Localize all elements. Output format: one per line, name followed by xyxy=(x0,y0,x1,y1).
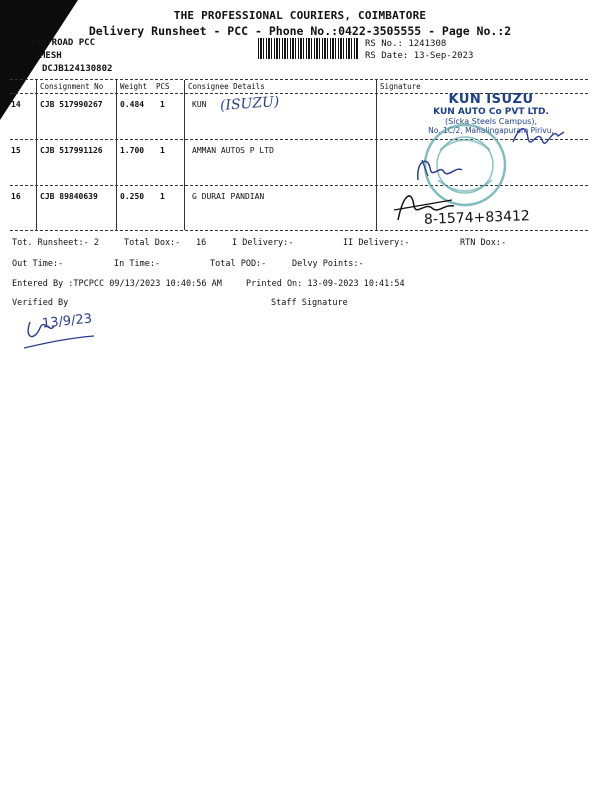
stamp-campus: (Sicka Steels Campus), xyxy=(444,117,537,126)
column-divider xyxy=(376,80,377,230)
verified-by-label: Verified By xyxy=(12,298,69,308)
col-header-signature: Signature xyxy=(380,82,421,91)
handwritten-phone-number: 8-1574+83412 xyxy=(423,208,531,228)
staff-name: MESH xyxy=(40,51,62,61)
pcs-value: 1 xyxy=(160,100,165,109)
consignee-name: KUN xyxy=(192,100,207,109)
column-divider xyxy=(116,80,117,230)
receiver-signature-icon xyxy=(508,120,568,150)
runsheet-meta-left xyxy=(24,37,112,76)
table-top-rule xyxy=(10,79,588,80)
in-time: In Time:- xyxy=(114,259,161,269)
branch-name: AVN ROAD PCC xyxy=(30,38,96,48)
consignee-name: AMMAN AUTOS P LTD xyxy=(192,146,274,155)
runsheet-code: DCJB124130802 xyxy=(42,64,113,74)
pcs-value: 1 xyxy=(160,192,165,201)
out-time: Out Time:- xyxy=(12,259,64,269)
handwritten-isuzu-note: (ISUZU) xyxy=(219,93,280,115)
rs-number: RS No.: 1241308 xyxy=(365,39,447,49)
runsheet-barcode xyxy=(258,38,358,59)
weight-value: 0.250 xyxy=(120,192,145,201)
rtn-dox: RTN Dox:- xyxy=(460,238,507,248)
staff-signature-label: Staff Signature xyxy=(271,298,348,308)
printed-on: Printed On: 13-09-2023 10:41:54 xyxy=(246,279,405,289)
i-delivery: I Delivery:- xyxy=(232,238,294,248)
pcs-value: 1 xyxy=(160,146,165,155)
consignee-name: G DURAI PANDIAN xyxy=(192,192,265,201)
total-runsheet: Tot. Runsheet:- 2 xyxy=(12,238,99,248)
consignment-number: CJB 517990267 xyxy=(40,100,103,109)
stamp-road: No. 1C/2, Mahalingapuram Pirivu, xyxy=(428,126,554,135)
stamp-company: KUN ISUZU xyxy=(448,92,534,107)
company-name: THE PROFESSIONAL COURIERS, COIMBATORE xyxy=(173,9,427,22)
runsheet-meta-right xyxy=(365,38,473,62)
receiver-signature-icon xyxy=(410,150,470,190)
col-header-weight: Weight xyxy=(120,82,148,91)
column-divider xyxy=(184,80,185,230)
delivery-points: Delvy Points:- xyxy=(292,259,364,269)
row-serial: 16 xyxy=(11,192,21,201)
weight-value: 0.484 xyxy=(120,100,145,109)
entered-by: Entered By :TPCPCC 09/13/2023 10:40:56 AM xyxy=(12,279,222,289)
row-serial: 14 xyxy=(11,100,21,109)
total-dox-value: 16 xyxy=(196,238,207,248)
col-header-consignee: Consignee Details xyxy=(188,82,265,91)
table-bottom-rule xyxy=(10,230,588,231)
consignment-number: CJB 517991126 xyxy=(40,146,103,155)
weight-value: 1.700 xyxy=(120,146,145,155)
ii-delivery: II Delivery:- xyxy=(343,238,410,248)
document-header xyxy=(0,9,600,38)
row-serial: 15 xyxy=(11,146,21,155)
consignment-number: CJB 89840639 xyxy=(40,192,98,201)
column-divider xyxy=(36,80,37,230)
total-dox-label: Total Dox:- xyxy=(124,238,181,248)
rs-date: RS Date: 13-Sep-2023 xyxy=(365,51,474,61)
handwritten-verify-date: 13/9/23 xyxy=(41,311,93,332)
stamp-legal-name: KUN AUTO Co PVT LTD. xyxy=(433,107,549,117)
total-pod: Total POD:- xyxy=(210,259,267,269)
runsheet-subtitle: Delivery Runsheet - PCC - Phone No.:0422-3505555 - Page No.:2 xyxy=(88,24,512,38)
col-header-pcs: PCS xyxy=(156,82,170,91)
col-header-consignment: Consignment No xyxy=(40,82,104,91)
